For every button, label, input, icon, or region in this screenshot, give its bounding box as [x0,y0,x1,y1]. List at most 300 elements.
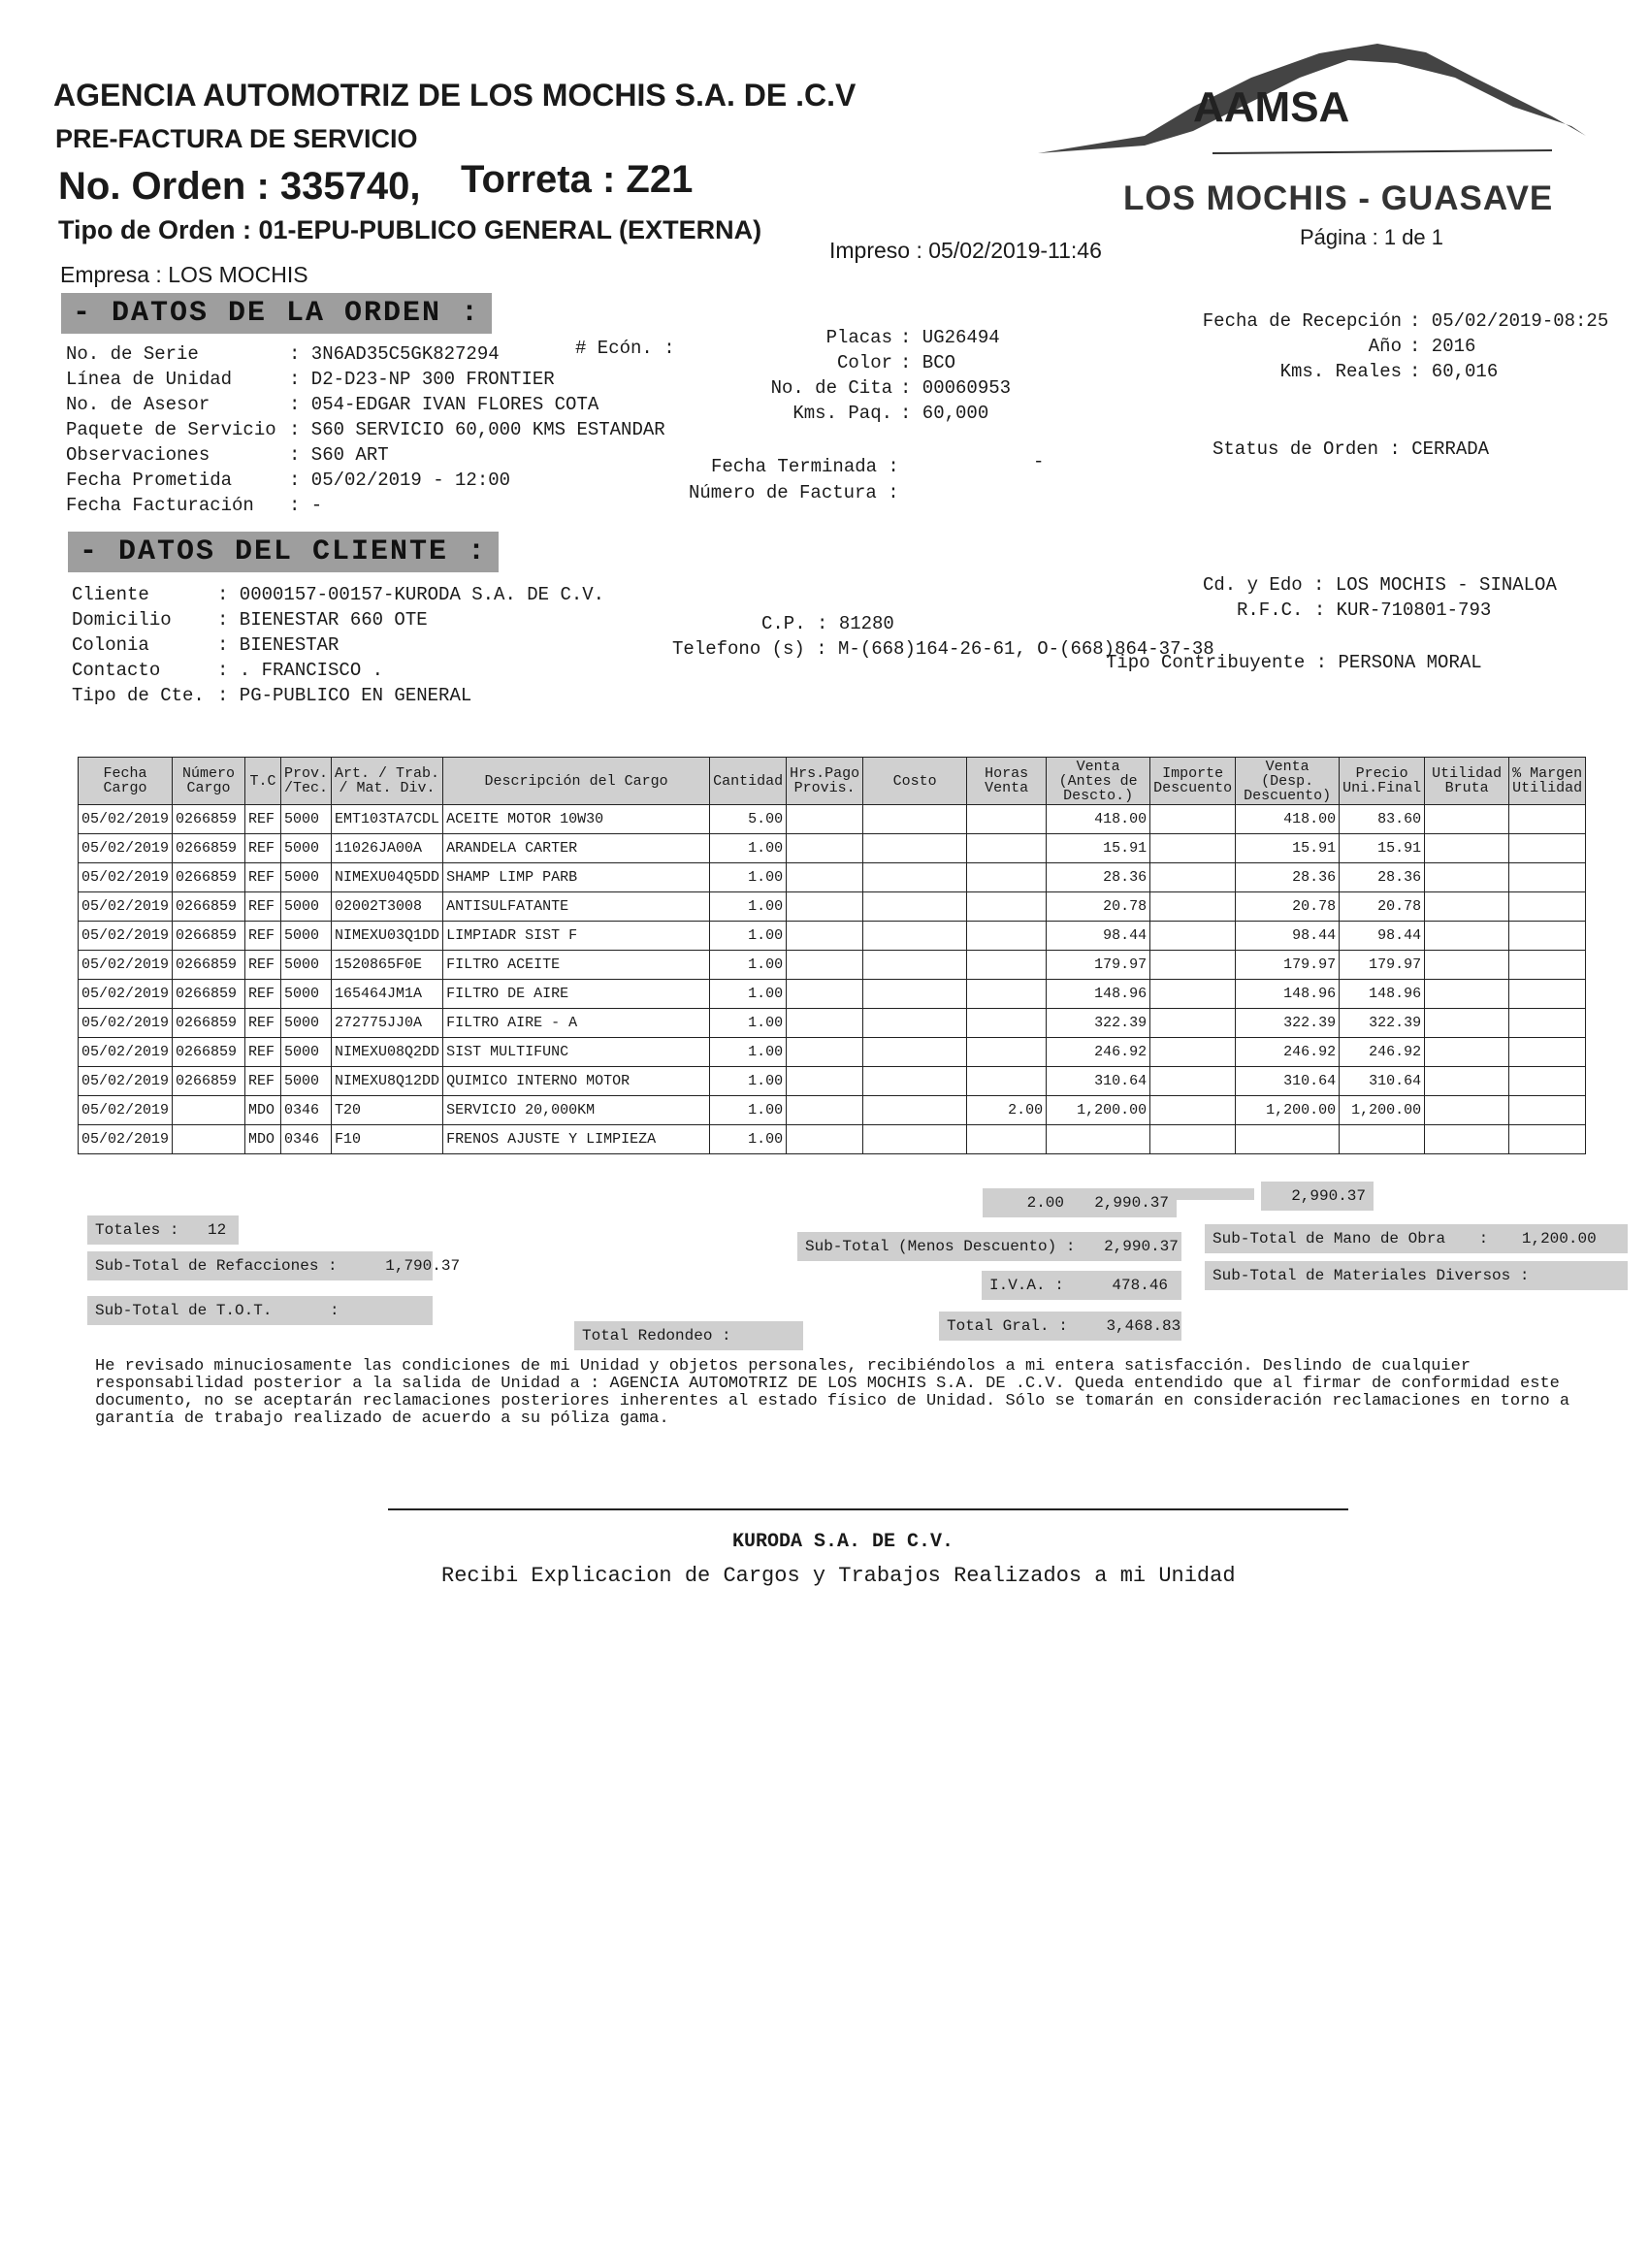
table-cell: 322.39 [1236,1009,1340,1038]
table-cell: 322.39 [1047,1009,1150,1038]
table-cell [1425,834,1509,863]
iva-value: 478.46 [1112,1277,1169,1294]
col-header: Costo [863,758,967,805]
table-cell [1509,805,1586,834]
table-cell [787,834,863,863]
table-cell: 0346 [281,1125,332,1154]
order-label: No. de Cita [770,377,892,399]
client-value: : PG-PUBLICO EN GENERAL [217,685,472,706]
order-value: : 2016 [1409,336,1476,357]
totales-box [87,1215,239,1245]
table-cell: 05/02/2019 [79,1038,173,1067]
table-cell: 0266859 [173,863,245,892]
table-cell [1425,1125,1509,1154]
table-body [79,805,1586,1154]
table-row [79,1038,1586,1067]
table-row [79,1009,1586,1038]
subtotal-tot-box [87,1296,433,1325]
table-cell [1236,1125,1340,1154]
table-cell [1150,980,1236,1009]
table-cell: 1,200.00 [1236,1096,1340,1125]
mano-obra-value: 1,200.00 [1521,1230,1597,1247]
table-cell: 5000 [281,1067,332,1096]
torreta: Torreta : Z21 [461,158,694,201]
table-cell: 0266859 [173,922,245,951]
table-cell: 1.00 [710,922,787,951]
table-cell: FILTRO AIRE - A [443,1009,710,1038]
client-value: : . FRANCISCO . [217,660,384,681]
table-cell: 28.36 [1236,863,1340,892]
table-cell: 1.00 [710,892,787,922]
table-cell: 5000 [281,1038,332,1067]
order-value: : BCO [900,352,956,373]
table-cell [863,922,967,951]
table-cell: 246.92 [1047,1038,1150,1067]
table-cell: 0346 [281,1096,332,1125]
col-header: Precio Uni.Final [1340,758,1425,805]
order-value: : UG26494 [900,327,1000,348]
table-cell: 148.96 [1047,980,1150,1009]
client-value: : 0000157-00157-KURODA S.A. DE C.V. [217,584,605,605]
table-cell [1425,1067,1509,1096]
table-cell [863,1125,967,1154]
order-label: Kms. Paq. [792,403,892,424]
table-cell: 1,200.00 [1340,1096,1425,1125]
charges-table [78,757,1586,1154]
table-cell [863,805,967,834]
table-cell [1150,1067,1236,1096]
client-label: Colonia [72,634,149,656]
client-rfc: R.F.C. : KUR-710801-793 [1237,599,1492,621]
numero-factura: Número de Factura : [689,482,899,503]
table-cell [863,863,967,892]
total-gral-box [939,1312,1181,1341]
table-cell: 05/02/2019 [79,1067,173,1096]
table-cell: 5000 [281,951,332,980]
client-cd-edo: Cd. y Edo : LOS MOCHIS - SINALOA [1203,574,1557,596]
table-cell: FILTRO DE AIRE [443,980,710,1009]
table-cell: 1.00 [710,834,787,863]
table-cell: 1.00 [710,1009,787,1038]
table-cell [1425,1009,1509,1038]
table-cell [787,1125,863,1154]
table-cell [1509,892,1586,922]
table-cell: 1.00 [710,1096,787,1125]
table-cell [863,1096,967,1125]
table-cell: 83.60 [1340,805,1425,834]
table-cell: 98.44 [1236,922,1340,951]
table-cell [1150,922,1236,951]
mano-obra-sep: : [1478,1230,1489,1247]
table-cell [1509,1067,1586,1096]
table-cell [787,805,863,834]
table-row [79,1096,1586,1125]
table-cell: 5000 [281,1009,332,1038]
table-cell: 28.36 [1340,863,1425,892]
table-cell: 5000 [281,892,332,922]
order-mid-block [747,325,1011,426]
table-cell: 165464JM1A [332,980,443,1009]
descuento-total-box [1171,1188,1254,1200]
table-cell [787,1038,863,1067]
order-label: Color [836,352,892,373]
client-tipo-contribuyente: Tipo Contribuyente : PERSONA MORAL [1106,652,1482,673]
col-header: Hrs.Pago Provis. [787,758,863,805]
order-label: Placas [825,327,892,348]
total-redondeo-box [574,1321,803,1350]
table-cell [173,1096,245,1125]
order-type: Tipo de Orden : 01-EPU-PUBLICO GENERAL (EXTERNA) [58,215,762,244]
table-cell: 5000 [281,922,332,951]
table-cell [787,922,863,951]
table-cell: REF [245,980,281,1009]
table-cell: T20 [332,1096,443,1125]
mano-obra-box [1205,1224,1628,1253]
signature-caption: Recibi Explicacion de Cargos y Trabajos Realizados a mi Unidad [441,1564,1236,1588]
table-cell [967,980,1047,1009]
table-cell: SIST MULTIFUNC [443,1038,710,1067]
company-name: AGENCIA AUTOMOTRIZ DE LOS MOCHIS S.A. DE .C.V [53,78,857,113]
subtotal-menos-box [797,1232,1181,1261]
table-cell [863,1067,967,1096]
table-cell: 246.92 [1236,1038,1340,1067]
table-cell: 0266859 [173,1067,245,1096]
order-value: : 00060953 [900,377,1012,399]
table-cell: REF [245,922,281,951]
table-cell: 0266859 [173,980,245,1009]
logo-text: AAMSA [1193,83,1350,131]
order-status: Status de Orden : CERRADA [1212,438,1490,460]
col-header: % Margen Utilidad [1509,758,1586,805]
table-cell: 15.91 [1236,834,1340,863]
table-cell [863,892,967,922]
col-header: Cantidad [710,758,787,805]
document-type: PRE-FACTURA DE SERVICIO [55,124,418,153]
table-cell: LIMPIADR SIST F [443,922,710,951]
table-cell [787,951,863,980]
table-cell [1150,1096,1236,1125]
table-cell: 05/02/2019 [79,1096,173,1125]
col-header: Art. / Trab. / Mat. Div. [332,758,443,805]
table-cell: NIMEXU8Q12DD [332,1067,443,1096]
table-cell: REF [245,1067,281,1096]
page-number: Página : 1 de 1 [1300,225,1444,249]
signature-line [388,1508,1348,1510]
table-cell [787,863,863,892]
table-cell: 5.00 [710,805,787,834]
table-cell: FILTRO ACEITE [443,951,710,980]
table-cell: 1.00 [710,1067,787,1096]
venta-total: 2,990.37 [1064,1188,1177,1217]
table-cell [1509,951,1586,980]
table-cell [173,1125,245,1154]
order-label: Fecha de Recepción [1202,310,1402,332]
table-cell [1047,1125,1150,1154]
table-cell: ACEITE MOTOR 10W30 [443,805,710,834]
subtotal-tot-label: Sub-Total de T.O.T. [95,1302,273,1319]
table-cell: REF [245,951,281,980]
subtotal-refacciones-box [87,1251,461,1280]
fecha-terminada: Fecha Terminada : [711,456,899,477]
order-number: No. Orden : 335740, [58,165,421,208]
table-row [79,805,1586,834]
col-header: Importe Descuento [1150,758,1236,805]
iva-label: I.V.A. : [989,1277,1064,1294]
table-cell: 1.00 [710,951,787,980]
table-cell: 05/02/2019 [79,922,173,951]
iva-box [982,1271,1181,1300]
client-left-block [72,582,604,708]
table-cell: NIMEXU08Q2DD [332,1038,443,1067]
table-cell [1425,805,1509,834]
table-cell [863,1038,967,1067]
table-cell [967,834,1047,863]
table-cell: 05/02/2019 [79,892,173,922]
logo-city: LOS MOCHIS - GUASAVE [1123,179,1554,217]
order-value: : 054-EDGAR IVAN FLORES COTA [289,394,599,415]
table-cell: NIMEXU04Q5DD [332,863,443,892]
table-cell: 179.97 [1340,951,1425,980]
order-value: : 3N6AD35C5GK827294 [289,343,500,365]
table-cell: 1.00 [710,1125,787,1154]
table-header-row [79,758,1586,805]
materiales-box [1205,1261,1628,1290]
subtotal-refacciones-label: Sub-Total de Refacciones : [95,1257,338,1275]
table-cell: 05/02/2019 [79,863,173,892]
order-value: : D2-D23-NP 300 FRONTIER [289,369,555,390]
table-cell [787,980,863,1009]
table-cell: REF [245,834,281,863]
table-cell [1509,863,1586,892]
table-cell [787,1096,863,1125]
table-cell: 0266859 [173,805,245,834]
table-cell: MDO [245,1125,281,1154]
col-header: Número Cargo [173,758,245,805]
table-cell: 05/02/2019 [79,805,173,834]
table-cell [1425,892,1509,922]
table-cell [967,863,1047,892]
order-value: : 60,000 [900,403,989,424]
table-cell: 179.97 [1236,951,1340,980]
table-row [79,922,1586,951]
table-cell: 5000 [281,805,332,834]
order-label: Fecha Prometida [66,470,233,491]
col-header: Fecha Cargo [79,758,173,805]
table-cell: 1520865F0E [332,951,443,980]
table-row [79,863,1586,892]
table-cell: 179.97 [1047,951,1150,980]
table-cell [1425,1096,1509,1125]
table-row [79,980,1586,1009]
order-label: Fecha Facturación [66,495,254,516]
table-cell [967,1038,1047,1067]
order-value: : - [289,495,323,516]
table-cell [967,892,1047,922]
table-cell [787,1067,863,1096]
col-header: Venta (Desp. Descuento) [1236,758,1340,805]
table-cell: NIMEXU03Q1DD [332,922,443,951]
order-label: No. de Asesor [66,394,210,415]
table-cell: ANTISULFATANTE [443,892,710,922]
table-cell: 98.44 [1340,922,1425,951]
table-cell [967,1067,1047,1096]
client-label: Contacto [72,660,161,681]
table-cell: MDO [245,1096,281,1125]
venta-desp-total: 2,990.37 [1261,1182,1374,1211]
col-header: Utilidad Bruta [1425,758,1509,805]
table-cell [863,834,967,863]
col-header: Horas Venta [967,758,1047,805]
table-cell: 28.36 [1047,863,1150,892]
total-redondeo-label: Total Redondeo : [582,1327,731,1345]
table-cell [1150,892,1236,922]
table-cell: REF [245,1038,281,1067]
table-cell [1150,1038,1236,1067]
table-cell: 0266859 [173,892,245,922]
table-cell: 15.91 [1340,834,1425,863]
table-cell: REF [245,863,281,892]
order-label: Observaciones [66,444,210,466]
order-label: Año [1368,336,1402,357]
client-label: Cliente [72,584,149,605]
table-cell [787,1009,863,1038]
econ-label: # Ecón. : [575,338,675,359]
table-cell [1509,1125,1586,1154]
subtotal-menos-value: 2,990.37 [1104,1238,1179,1255]
table-cell [1150,863,1236,892]
fecha-terminada-value: - [1033,451,1045,472]
order-value: : S60 ART [289,444,389,466]
table-cell: REF [245,805,281,834]
order-value: : 05/02/2019 - 12:00 [289,470,511,491]
table-cell [1150,1009,1236,1038]
client-telefono: Telefono (s) : M-(668)164-26-61, O-(668)864-37-38 [672,638,1214,660]
table-cell [1509,1009,1586,1038]
materiales-label: Sub-Total de Materiales Diversos : [1212,1267,1530,1284]
table-cell: ARANDELA CARTER [443,834,710,863]
table-cell: 1.00 [710,1038,787,1067]
total-gral-value: 3,468.83 [1106,1317,1181,1335]
table-cell: 05/02/2019 [79,834,173,863]
table-cell: 2.00 [967,1096,1047,1125]
table-cell [1425,980,1509,1009]
total-gral-label: Total Gral. : [947,1317,1068,1335]
table-cell [967,1125,1047,1154]
order-left-block [66,341,665,518]
table-cell: 05/02/2019 [79,980,173,1009]
table-cell: 0266859 [173,1038,245,1067]
table-cell: 148.96 [1236,980,1340,1009]
client-label: Tipo de Cte. [72,685,205,706]
table-cell [1150,805,1236,834]
table-cell: 15.91 [1047,834,1150,863]
order-label: Paquete de Servicio [66,419,276,440]
table-cell [1340,1125,1425,1154]
table-cell: 418.00 [1047,805,1150,834]
table-cell: 1.00 [710,863,787,892]
table-cell: 20.78 [1047,892,1150,922]
order-value: : 60,016 [1409,361,1499,382]
table-cell: QUIMICO INTERNO MOTOR [443,1067,710,1096]
signature-company: KURODA S.A. DE C.V. [732,1531,954,1553]
subtotal-refacciones-value: 1,790.37 [385,1257,461,1275]
table-cell: 98.44 [1047,922,1150,951]
table-cell: 05/02/2019 [79,951,173,980]
table-cell: 272775JJ0A [332,1009,443,1038]
table-cell: REF [245,892,281,922]
table-cell: 1.00 [710,980,787,1009]
table-cell [863,951,967,980]
table-cell: F10 [332,1125,443,1154]
table-cell: 02002T3008 [332,892,443,922]
table-row [79,951,1586,980]
print-date: Impreso : 05/02/2019-11:46 [829,238,1102,263]
table-cell: 05/02/2019 [79,1125,173,1154]
table-cell: 0266859 [173,1009,245,1038]
table-cell [967,951,1047,980]
client-value: : BIENESTAR 660 OTE [217,609,428,631]
table-cell [1425,951,1509,980]
table-cell: 418.00 [1236,805,1340,834]
table-cell [1150,834,1236,863]
table-cell: 20.78 [1236,892,1340,922]
table-cell [863,980,967,1009]
table-row [79,1125,1586,1154]
table-row [79,834,1586,863]
table-cell: 5000 [281,834,332,863]
totales-value: 12 [208,1221,227,1239]
horas-total: 2.00 [983,1188,1072,1217]
table-cell: FRENOS AJUSTE Y LIMPIEZA [443,1125,710,1154]
order-value: : 05/02/2019-08:25 [1409,310,1609,332]
order-label: Línea de Unidad [66,369,233,390]
table-cell: 05/02/2019 [79,1009,173,1038]
table-cell [1150,951,1236,980]
table-cell: 322.39 [1340,1009,1425,1038]
table-cell [1425,1038,1509,1067]
table-cell [1509,1096,1586,1125]
table-cell: 246.92 [1340,1038,1425,1067]
col-header: Prov. /Tec. [281,758,332,805]
table-cell [1425,863,1509,892]
table-cell: 5000 [281,980,332,1009]
table-cell: SERVICIO 20,000KM [443,1096,710,1125]
client-label: Domicilio [72,609,172,631]
table-cell [1509,922,1586,951]
table-row [79,1067,1586,1096]
order-right-block [1145,308,1608,384]
table-cell [787,892,863,922]
table-cell [1150,1125,1236,1154]
table-cell: 148.96 [1340,980,1425,1009]
table-cell: 310.64 [1236,1067,1340,1096]
table-cell: 5000 [281,863,332,892]
section-client-title: - DATOS DEL CLIENTE : [68,532,499,572]
subtotal-tot-sep: : [330,1302,340,1319]
table-cell: REF [245,1009,281,1038]
table-cell: 310.64 [1047,1067,1150,1096]
table-cell [967,1009,1047,1038]
table-cell: EMT103TA7CDL [332,805,443,834]
order-value: : S60 SERVICIO 60,000 KMS ESTANDAR [289,419,665,440]
table-cell: 11026JA00A [332,834,443,863]
col-header: T.C [245,758,281,805]
order-label: No. de Serie [66,343,199,365]
table-cell [863,1009,967,1038]
table-cell [1425,922,1509,951]
order-label: Kms. Reales [1279,361,1402,382]
table-cell: 20.78 [1340,892,1425,922]
